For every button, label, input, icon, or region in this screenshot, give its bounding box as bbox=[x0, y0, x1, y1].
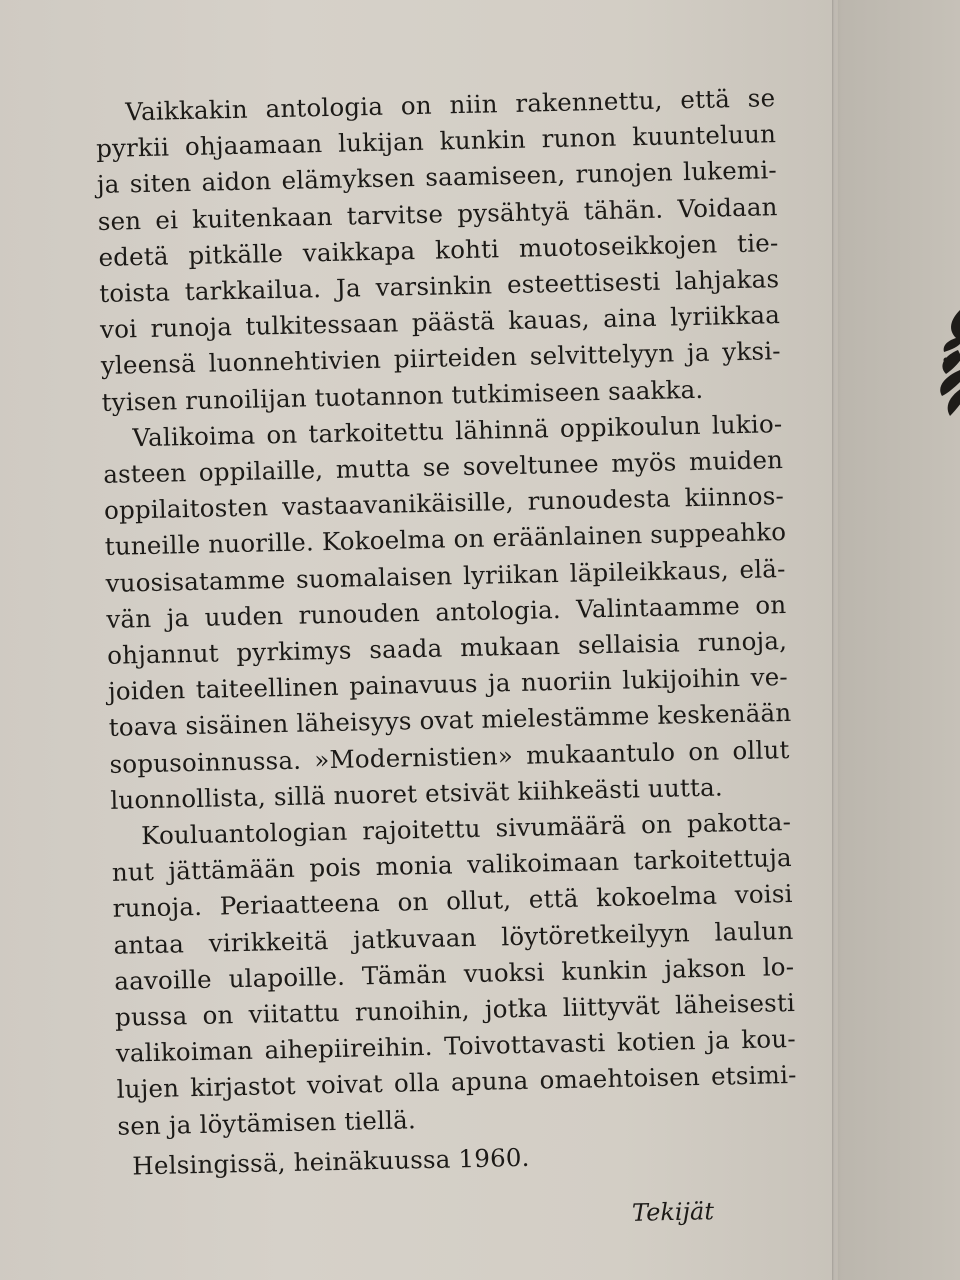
text-line: tuneille nuorille. Kokoelma on eräänlainen suppeahko bbox=[104, 517, 787, 562]
text-line: ohjannut pyrkimys saada mukaan sellaisia runoja, bbox=[106, 626, 788, 670]
text-line: nut jättämään pois monia valikoimaan tarkoitettuja bbox=[111, 843, 793, 888]
text-line: joiden taiteellinen painavuus ja nuoriin lukijoihin ve- bbox=[107, 662, 789, 707]
text-line: Kouluantologian rajoitettu sivumäärä on pakotta- bbox=[140, 807, 792, 851]
preface-text bbox=[95, 80, 799, 1185]
dateline: Helsingissä, heinäkuussa 1960. bbox=[132, 1142, 530, 1181]
paragraph-3 bbox=[111, 804, 798, 1145]
text-line: luonnollista, sillä nuoret etsivät kiihkeästi uutta. bbox=[110, 772, 724, 815]
text-line: Vaikkakin antologia on niin rakennettu, että se bbox=[125, 83, 776, 127]
text-line: toava sisäinen läheisyys ovat mielestämme keskenään bbox=[108, 698, 792, 743]
text-line: edetä pitkälle vaikkapa kohti muotoseikkojen tie- bbox=[98, 227, 779, 272]
text-line: antaa virikkeitä jatkuvaan löytöretkeilyyn laulun bbox=[113, 915, 794, 960]
text-line: sen ja löytämisen tiellä. bbox=[117, 1104, 417, 1141]
text-line: vän ja uuden runouden antologia. Valintaamme on bbox=[106, 589, 787, 634]
paragraph-2 bbox=[102, 406, 791, 819]
signature: Tekijät bbox=[631, 1197, 715, 1227]
text-line: asteen oppilaille, mutta se soveltunee myös muiden bbox=[102, 445, 784, 489]
text-line: voi runoja tulkitessaan päästä kauas, aina lyriikkaa bbox=[99, 300, 781, 345]
paragraph-1 bbox=[95, 80, 782, 421]
text-line: sen ei kuitenkaan tarvitse pysähtyä tähän. Voidaan bbox=[97, 191, 778, 236]
text-line: ja siten aidon elämyksen saamiseen, runojen lukemi- bbox=[96, 155, 778, 200]
text-line: sopusoinnussa. »Modernistien» mukaantulo on ollut bbox=[109, 734, 790, 779]
facing-page bbox=[838, 0, 960, 1280]
text-line: runoja. Periaatteena on ollut, että kokoelma voisi bbox=[112, 879, 793, 924]
text-line: lujen kirjastot voivat olla apuna omaehtoisen etsimi- bbox=[116, 1060, 797, 1105]
text-line: tyisen runoilijan tuotannon tutkimiseen saakka. bbox=[101, 374, 704, 417]
text-line: toista tarkkailua. Ja varsinkin esteettisesti lahjakas bbox=[99, 264, 780, 308]
text-line: Valikoima on tarkoitettu lähinnä oppikoulun lukio- bbox=[132, 408, 783, 453]
text-line: oppilaitosten vastaavanikäisille, runoudesta kiinnos- bbox=[103, 481, 785, 526]
text-line: aavoille ulapoille. Tämän vuoksi kunkin jakson lo- bbox=[114, 951, 795, 996]
ornament-illustration bbox=[920, 300, 960, 440]
text-line: vuosisatamme suomalaisen lyriikan läpileikkaus, elä- bbox=[105, 553, 786, 598]
text-line: valikoiman aihepiireihin. Toivottavasti kotien ja kou- bbox=[115, 1024, 797, 1069]
text-line: pyrkii ohjaamaan lukijan kunkin runon kuunteluun bbox=[95, 119, 777, 164]
text-line: pussa on viitattu runoihin, jotka liittyvät läheisesti bbox=[114, 988, 796, 1032]
text-line: yleensä luonnehtivien piirteiden selvittelyyn ja yksi- bbox=[100, 336, 782, 381]
